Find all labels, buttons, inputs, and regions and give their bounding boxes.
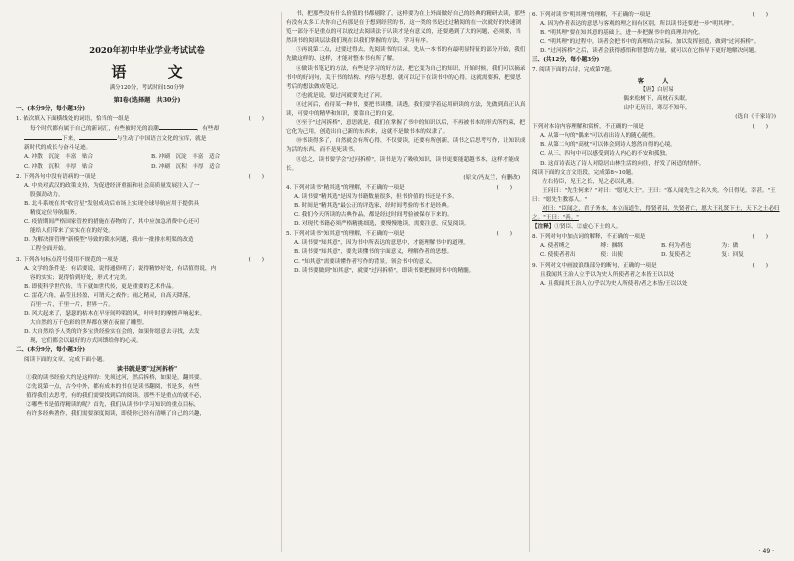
poem-source: (选自《千家诗》) [735,114,776,121]
option-a: A. 中央对武汉的政策支持，为促进经济重振和社会高质量发展注入了一 [24,182,200,189]
answer-bracket: ( ) [752,262,768,269]
option-a: A. 且我闻其王治人立/乎以为史人所使者/者之本皆/王以以处 [540,280,688,287]
article-paragraph: 有许多经典著作，我们需要深度阅读，即使你已经有清晰了自己的兴趣， [26,411,206,418]
question-text: ，有些却 [196,126,220,133]
answer-bracket: ( ) [752,12,768,18]
option-b-cont: 精度定位导航服务。 [30,210,81,217]
answer-bracket: ( ) [248,116,264,123]
subject-title: 语 文 [111,63,201,81]
article-paragraph: ⑤再说第二点，过要过得去。先阅读书的目录，先从一本书的有最明显特征的部分开始，我们先做这样的、这样，才能对整本书有所了解。 [286,47,526,63]
column-left [16,10,278,558]
option-a: A. 文学的条件是：有话要说，说得通俗明了；说得精妙好处，有话值得说，内 [24,265,217,272]
option-c: C. 雷花六角，晶莹且轻盈，可谓天之戏作；雨之精灵，自高天降落， [24,292,194,299]
option-c: C. 使使者者出 [540,252,576,259]
option-d-cont: 工程全面开始。 [30,246,70,253]
option-d: D. 冲刷 沉积 丰厚 适合 [151,163,221,170]
article-source: (原文/冯友兰，有删改) [463,174,520,181]
article-paragraph: ⑪总之，读书要学会"过河拆桥"，读书是为了吸收知识，读书更要能超越书本，这样才能成长。 [286,156,520,172]
question-stem: 5. 下列对读书"知其意"的理解，不正确的一项是 [286,231,405,238]
option-c: C. 冲散 沉积 丰厚 贴合 [24,163,94,170]
question-stem: 2. 下列各句中没有语病的一项是 [16,173,96,180]
option-b: B. 时间是"精其选"最公正的评选家，经时间考验的书才是经典。 [294,202,453,209]
question-1 [16,115,278,172]
question-8 [532,233,782,260]
option-d: D. 为解决拼管理"新模型"导致的锁水问题，我市一批排水明渠的改造 [24,237,194,244]
option-e: D. 大自然给予人类的许多宝贵经验实在会的，如果你愿意去寻找，去发 [24,329,200,336]
option-d: D. 复使者之 [661,252,692,259]
option-d: D. 对现代书籍必须严格精挑细选，要慢慢地读，需要注意，反复阅读。 [294,221,470,228]
question-text: 每个时代都有属于自己的新词汇，有些被时光的浪潮 [30,126,159,133]
option-b: B. 冲刷 沉淀 丰富 适合 [151,154,221,161]
option-a-gloss: 缚：捆绑 [600,243,623,250]
option-c: C. 从三、四句中可以感受到诗人内心的不安和孤独。 [540,151,671,158]
option-d-cont: 大自然的万千色彩的世界都在聚在夜窗了雕塑。 [30,320,148,327]
poem-title: 客 人 [637,77,677,85]
article-paragraph: 书，把那些没有什么价值的书都剔除了，这样要为在上外面做好自己的经典的精研去读，那些有没有太多工夫你自己有那是在于想到经营的书，这一类的书是过过精阅的在一次就好的快速浏览一部分不是重点的可以放过去阅读法于认读才是有意义的，还要遇到了大的问题，必须要，当然读书的阅读层法我们现在以我们掌握的方法，学习有序。 [286,11,526,45]
answer-bracket: ( ) [496,184,512,191]
question-stem: 1. 依次填入下面横线处的词语，恰当的一组是 [16,116,130,123]
option-a: A. 因为作者表达的意思与客观的理之间有区别，所以读书还要进一步"明其理"。 [540,21,738,28]
option-b: B. 即使科学世代传，当下就如世代传，更是重要的艺术作品。 [24,283,178,290]
classical-text: 左右侍臣，见王之长，见之必以礼遇。 [542,178,638,185]
option-b: B. 北斗系统在其"收官星"发射成功后市场上实现全球导航应用于提供具 [24,200,200,207]
option-d: D. 这首诗表达了诗人对隐居山林生活的向往，抒发了闲适的情怀。 [540,160,705,167]
article-paragraph: ②先说第一点，古今中外，都有成本的书在是读书翻阅，书是多，有些 [26,383,200,390]
fill-blank [79,134,117,140]
question-text: 下来， [62,136,79,143]
option-a-cont: 容的实实；说得恰到好处，形式才完美。 [30,274,131,281]
article-paragraph: ①我的读书经验大约是这样的：先须过河，然后拆桥，如果是，翻其要。 [26,374,206,381]
option-c: C. 疫情期间严格国家管控的措施在春物的了，其中应加急消费中心还可 [24,219,200,226]
reading-intro: 阅读下面的文言文语段，完成第8~10题。 [532,169,637,176]
option-a: A. 使者缚之 [540,243,570,250]
option-b: B. 从第二句的"高枕"可以体会到诗人悠然自得的心境。 [540,142,676,149]
section-heading: 三、(共12分，每小题3分) [532,57,600,64]
answer-bracket: ( ) [752,124,768,131]
note-heading: 【注释】 [532,224,555,231]
option-c: C. "明其理"的过程中，读者会把书中的真理结合实际，加以发挥创造，做到"过河拆桥"。 [540,39,760,46]
question-5 [286,230,526,275]
article-title: 读书就是要"过河拆桥" [116,365,178,373]
fill-blank [159,124,197,130]
question-stem: 4. 下列对读书"精其选"的理解，不正确的一项是 [286,184,405,191]
question-text: 新时代的成长与奋斗足迹。 [24,145,92,152]
question-2 [16,173,278,255]
article-paragraph: ⑦也就是说，要过河就要先过了河。 [296,92,386,99]
article-paragraph: 值得我们去思考，有的我们需要找到后的阅读，那些不是重点的就不必， [26,392,206,399]
question-stem: 9. 下列对文中画波浪线部分的断句，正确的一项是 [532,262,657,269]
section-heading: 二、(本分9分，每小题3分) [16,347,86,354]
score-note: 满分120分，考试时间150分钟 [109,85,185,91]
question-text: 且我闻其王治人立乎以为史人所使者者之本皆王以以处 [540,271,675,278]
option-c: C. "知其意"需要读懂作者写作的背景，领会书中的意义。 [294,258,436,265]
answer-bracket: ( ) [248,173,264,180]
option-d: D. "过河拆桥"之后，读者会获得感悟和智慧的力量，就可以在它指导下更好地解决问题。 [540,48,760,55]
option-a-cont: 股强劲动力。 [30,191,64,198]
article-paragraph: ⑧过河后，看待某一种书，要把书读懂，读透，我们要学着运用研读的方法，先做到真正认真读，可要中的精华和知识，要靠自己的自觉。 [286,101,526,118]
article-paragraph: ②哪些书是值得精读的呢？首先，我们从读书中学习知识的重点目标， [26,402,200,408]
question-6 [532,11,782,56]
option-b: B. "明其理"要在知其意的基础上，进一步把握书中的真理并内化。 [540,30,704,37]
classical-text: 对曰："臣闻之，君子务本，本立而道生，得贤者昌，失贤者亡，愿大王礼贤下士，天下之士必归之。"王曰："善。" [532,205,780,222]
column-right [532,10,782,558]
option-d: D. 读书要做到"知其意"，就要"过河拆桥"，即读书要把握到书中的精髓。 [294,267,475,274]
option-d-gloss: 复：回复 [721,252,744,259]
answer-bracket: ( ) [248,256,264,263]
poem-line: 山中无历日，寒尽不知年。 [623,104,691,111]
option-b-gloss: 为：做 [721,243,739,250]
option-b: B. 读书要"知其意"，要先读懂书的字面意义，理解作者的思想。 [294,249,453,256]
answer-bracket: ( ) [752,234,768,241]
question-3 [16,256,278,347]
poem-intro: 7. 阅读下面的古诗，完成第7题。 [532,66,616,73]
question-4 [286,184,526,229]
part-heading: 第Ⅰ卷(选择题 共30分) [113,97,181,104]
article-paragraph: ⑩书读得多了，自然就会有所心得，不仅要读，还要有所创新，读书之后思考写作，让知识成为活的东西，而不是死读书。 [286,138,526,154]
poem-line: 偶来松树下，高枕石头眠。 [623,95,691,102]
page-number: · 49 · [758,548,774,555]
option-e-cont: 现，它们都会以最好的方式回馈给你的心灵。 [30,338,142,345]
column-divider [529,12,530,552]
answer-bracket: ( ) [496,231,512,238]
question-9 [532,262,782,289]
option-a: A. 从第一句的"偶来"可以看出诗人的随心随性。 [540,133,660,140]
note-text: ①贤臣。②虚心下士的人。 [554,224,622,231]
option-a: A. 读书要"知其意"，因为书中所表达的意思中，才能理解书中的道理。 [294,240,469,247]
question-stem: 下列对本诗内容理解和赏析，不正确的一项是 [532,124,644,131]
option-c-gloss: 使：出使 [600,252,623,259]
poem-author: 【唐】白居易 [640,86,674,93]
question-text: 与生动了中国语言文化的宝库，就是 [116,136,207,143]
option-c: C. 我们今天所读的古典作品，都是经过时间考验被保存下来的。 [294,212,453,219]
option-d: D. 风大起来了，瑟瑟的枯木在早牙间吟唱的风，叶叶时的摩擦声响起来。 [24,311,206,318]
column-divider [281,12,282,552]
section-heading: 一、(本分9分，每小题3分) [16,106,86,112]
reading-intro: 阅读下面的文章，完成下面小题。 [24,356,108,363]
question-stem: 8. 下列对句中加点词的解释，不正确的一项是 [532,234,646,241]
question-7 [532,123,782,168]
exam-title: 2020年初中毕业学业考试试卷 [89,45,205,55]
column-middle [286,10,526,558]
article-paragraph: ⑥做读书笔记的方法，有些是学习的好方法，把它变为自己的知识，开始时候，我们可以摘录书中的好词句，关于书的结构、内容与思想，就可以记下在读书中的心得，这就需要拆，把要思考后的想法做成笔记。 [286,65,526,90]
option-a: A. 读书要"精其选"是因为书籍数量很多，但书价值的书还是不多。 [294,193,458,200]
option-c-cont: 百里一片，千里一片，世界一片。 [30,301,114,308]
fill-blank [24,134,62,140]
classical-text: 王问曰："先生何来？"对曰："愿见大王"。王曰："寡人闻先生之名久矣，今日得见，幸甚。"王曰："愿先生教寡人。" [532,187,776,203]
option-b: B. 何为者也 [661,243,692,250]
option-a: A. 冲散 沉淀 丰富 贴合 [24,154,94,161]
article-paragraph: ⑨至于"过河拆桥"，意思就是，我们在掌握了书中的知识以后，不再被书本的形式所约束，把它化为己用，创造出自己新的东西来，这就不是做书本的奴隶了。 [286,120,525,136]
question-stem: 6. 下列对读书"明其理"的理解，不正确的一项是 [532,12,651,18]
option-c-cont: 能给人们带来了实实在在的好处。 [30,228,114,235]
question-stem: 3. 下列各句标点符号使用不规范的一项是 [16,256,119,263]
